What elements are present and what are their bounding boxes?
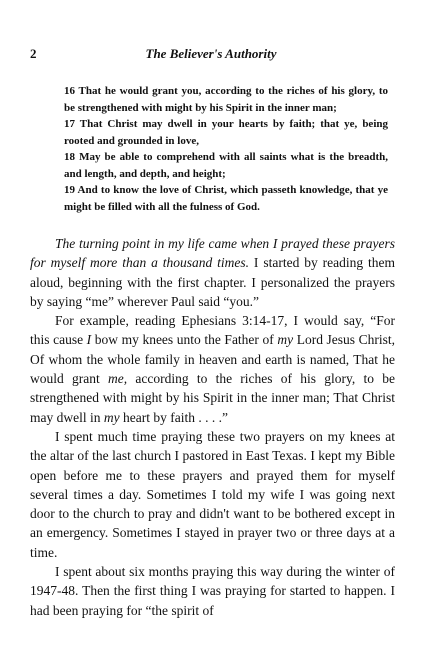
running-title: The Believer's Authority [145,46,277,61]
paragraph-text: according to the riches of his glory, to be strengthened with might by his Spirit in the inner man; That Christ may dwell in [30,371,395,425]
paragraph-text: Lord Jesus Christ, Of whom the whole family in heaven and earth is named, That he would grant [30,332,396,387]
emphasis-text: my [103,409,120,425]
verse-16: 16 That he would grant you, according to the riches of his glory, to be strengthened with might by his Spirit in the inner man; [64,85,388,114]
paragraph-text: heart by faith . . . .” [119,409,228,425]
emphasis-text: I [86,332,92,348]
paragraph-six-months: I spent about six months praying this way during the winter of 1947-48. Then the first thing I was praying for started to happen. I had been praying for “the spirit of [30,564,395,618]
paragraph-text: For example, reading Ephesians 3:14-17, I would say, “For this cause [30,313,395,348]
emphasis-text: me, [107,371,128,387]
page-number: 2 [30,46,37,61]
verse-19: 19 And to know the love of Christ, which passeth knowledge, that ye might be filled with all the fulness of God. [64,184,388,213]
verse-18: 18 May be able to comprehend with all saints what is the breadth, and length, and depth, and height; [64,151,388,180]
paragraph-altar-prayer: I spent much time praying these two prayers on my knees at the altar of the last church I pastored in East Texas. I kept my Bible open before me to these prayers and prayed them for myself several times a day. Sometimes I told my wife I was going next door to the church to pray and didn't want to be bothered except in an emergency. Sometimes I stayed in prayer two or three days at a time. [30,428,395,560]
scripture-quote-block [64,83,388,215]
emphasis-text: my [277,332,294,348]
paragraph-example [30,311,395,427]
body-text [30,234,395,620]
verse-17: 17 That Christ may dwell in your hearts by faith; that ye, being rooted and grounded in love, [64,118,388,147]
paragraph-text: I started by reading them aloud, beginning with the first chapter. I personalized the prayers by saying “me” wherever Paul said “you.” [30,255,395,309]
running-header [30,46,392,64]
emphasis-text: The turning point in my life came when I prayed these prayers for myself more than a thousand times. [30,236,395,271]
paragraph-text: bow my knees unto the Father of [91,332,278,348]
paragraph-turning-point [30,234,395,311]
